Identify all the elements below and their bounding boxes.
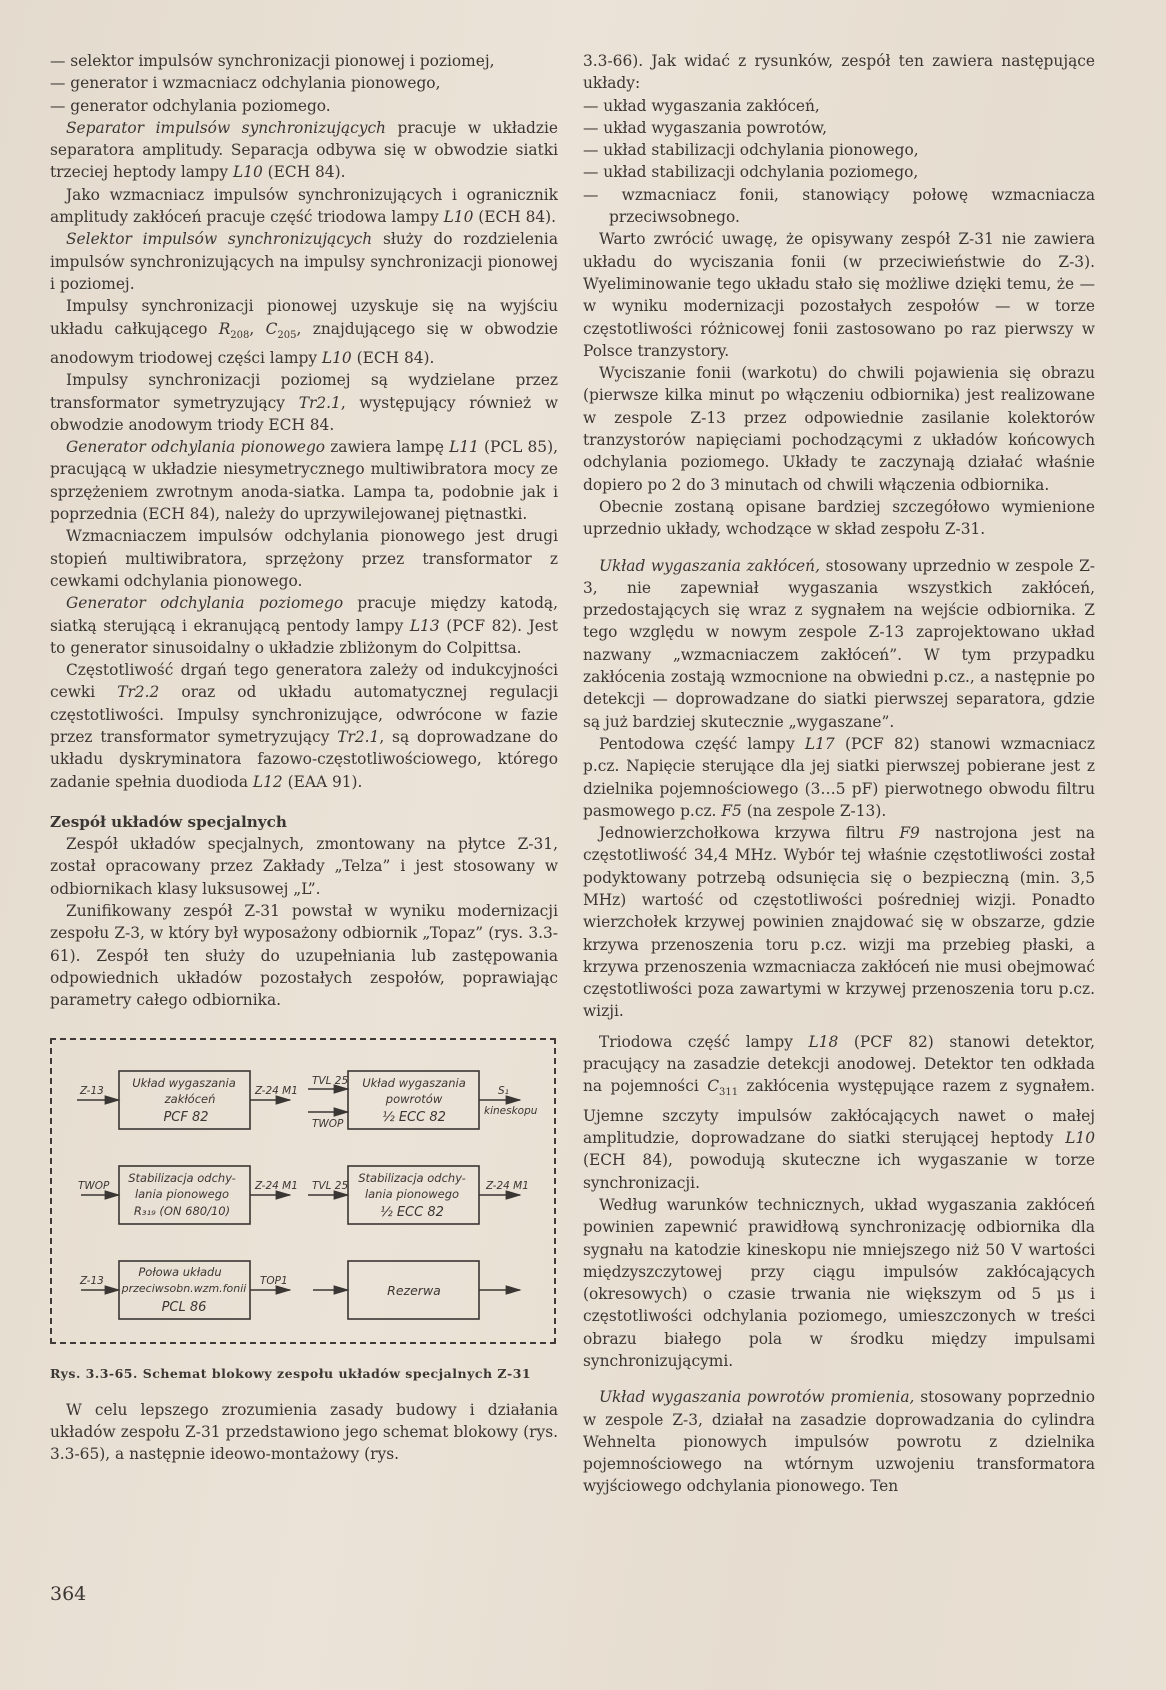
list-item: — układ stabilizacji odchylania pionowego, — [583, 141, 919, 160]
list-item: — układ wygaszania zakłóceń, — [583, 96, 820, 115]
signal-label: TVL 25 — [312, 1074, 349, 1087]
right-column — [583, 50, 1095, 1498]
svg-text:R₃₁₉ (ON 680/10): R₃₁₉ (ON 680/10) — [133, 1203, 231, 1218]
svg-text:zakłóceń: zakłóceń — [164, 1091, 216, 1106]
block-diagram-svg — [50, 1030, 558, 1355]
paragraph: Pentodowa część lampy L17 (PCF 82) stanowi wzmacniacz p.cz. Napięcie sterujące dla jej siatki pierwszej pobierane jest z dzielnika pojemnościowego (3…5 pF) pierwotnego obwodu filtru pasmowego p.cz. F5 (na zespole Z-13). — [583, 734, 1096, 820]
paragraph: Jako wzmacniacz impulsów synchronizujących i ogranicznik amplitudy zakłóceń pracuje część triodowa lampy L10 (ECH 84). — [50, 185, 558, 227]
paragraph: Warto zwrócić uwagę, że opisywany zespół Z-31 nie zawiera układu do wyciszania fonii (w przeciwieństwie do Z-3). Wyeliminowanie tego układu stało się możliwe dzięki temu, że — w wyniku modernizacji pozostałych zespołów — w torze częstotliwości różnicowej fonii zastosowano po raz pierwszy w Polsce tranzystory. — [583, 230, 1095, 360]
list-item: — generator odchylania poziomego. — [50, 96, 331, 115]
paragraph: Wyciszanie fonii (warkotu) do chwili pojawienia się obrazu (pierwsze kilka minut po włączeniu odbiornika) jest realizowane w zespole Z-13 przez odpowiednie zasilanie kolektorów tranzystorów napięciami pochodzącymi z układów końcowych odchylania poziomego. Układy te zaczynają działać właśnie dopiero po 2 do 3 minutach od chwili włączenia odbiornika. — [583, 364, 1095, 494]
left-column — [50, 50, 558, 1466]
paragraph: Jednowierzchołkowa krzywa filtru F9 nastrojona jest na częstotliwość 34,4 MHz. Wybór tej właśnie częstotliwości został podyktowany potrzebą odsunięcia się o bezpieczną (min. 3,5 MHz) wartość od częstotliwości pośredniej wizji. Ponadto wierzchołek krzywej powinien znajdować się w obszarze, gdzie krzywa przenoszenia toru p.cz. wizji ma przebieg płaski, a krzywa przenoszenia wzmacniacza zakłóceń nie musi obejmować częstotliwości poza zawartymi w krzywej przenoszenia toru p.cz. wizji. — [583, 824, 1095, 1021]
block-5-line-1: Połowa układu — [138, 1264, 222, 1279]
paragraph: Impulsy synchronizacji poziomej są wydzielane przez transformator symetryzujący Tr2.1, występujący również w obwodzie anodowym triody ECH 84. — [50, 371, 558, 434]
figure-caption: Rys. 3.3-65. Schemat blokowy zespołu układów specjalnych Z-31 — [50, 1365, 532, 1381]
block-1-line-1: Układ wygaszania — [132, 1075, 236, 1090]
svg-text:½ ECC 82: ½ ECC 82 — [380, 1204, 444, 1220]
list-item: — wzmacniacz fonii, stanowiący połowę wzmacniacza przeciwsobnego. — [583, 185, 1095, 227]
signal-label: S₁ — [498, 1084, 509, 1097]
paragraph: Układ wygaszania powrotów promienia, stosowany poprzednio w zespole Z-3, działał na zasadzie doprowadzania do cylindra Wehnelta pionowych impulsów powrotu z dzielnika pojemnościowego na wtórnym uzwojeniu transformatora wyjściowego odchylania pionowego. Ten — [583, 1388, 1095, 1496]
section-heading: Zespół układów specjalnych — [50, 812, 287, 831]
paragraph: 3.3-66). Jak widać z rysunków, zespół ten zawiera następujące układy: — [583, 52, 1095, 93]
block-2-line-1: Układ wygaszania — [362, 1075, 466, 1090]
svg-text:PCF 82: PCF 82 — [163, 1109, 209, 1125]
signal-label: Z-24 M1 — [255, 1179, 298, 1192]
svg-text:½ ECC 82: ½ ECC 82 — [382, 1109, 446, 1125]
paragraph: Triodowa część lampy L18 (PCF 82) stanowi detektor, pracujący na zasadzie detekcji anodowej. Detektor ten odkłada na pojemności $C_{311}$ zakłócenia występujące razem z sygnałem. Ujemne szczyty impulsów zakłócających nawet o małej amplitudzie, doprowadzane do siatki sterującej heptody L10 (ECH 84), powodują skuteczne ich wygaszanie w torze synchronizacji. — [583, 1032, 1095, 1192]
block-3-line-1: Stabilizacja odchy- — [128, 1170, 236, 1185]
list-item: — selektor impulsów synchronizacji pionowej i poziomej, — [50, 52, 495, 70]
paragraph: Zespół układów specjalnych, zmontowany na płytce Z-31, został opracowany przez Zakłady „Telza” i jest stosowany w odbiornikach klasy luksusowej „L”. — [50, 835, 558, 898]
paragraph: Wzmacniaczem impulsów odchylania pionowego jest drugi stopień multiwibratora, sprzężony przez transformator z cewkami odchylania pionowego. — [50, 527, 558, 590]
page-number: 364 — [50, 1583, 87, 1605]
svg-text:lania pionowego: lania pionowego — [134, 1186, 230, 1201]
signal-label: TWOP — [312, 1117, 344, 1130]
signal-label: Z-24 M1 — [255, 1084, 298, 1097]
paragraph: Zunifikowany zespół Z-31 powstał w wyniku modernizacji zespołu Z-3, w który był wyposażony odbiornik „Topaz” (rys. 3.3-61). Zespół ten służy do uzupełniania lub zastępowania odpowiednich układów pozostałych zespołów, poprawiając parametry całego odbiornika. — [50, 902, 558, 1010]
signal-label: Z-13 — [80, 1274, 104, 1287]
signal-label: TVL 25 — [312, 1179, 349, 1192]
paragraph: Generator odchylania poziomego pracuje między katodą, siatką sterującą i ekranującą pentody lampy L13 (PCF 82). Jest to generator sinusoidalny o układzie zbliżonym do Colpittsa. — [50, 594, 558, 657]
paragraph: Układ wygaszania zakłóceń, stosowany uprzednio w zespole Z-3, nie zapewniał wygaszania wszystkich zakłóceń, przedostających się wraz z sygnałem na wejście odbiornika. Z tego względu w nowym zespole Z-13 zaprojektowano układ nazwany „wzmacniaczem zakłóceń”. W tym przypadku zakłócenia zostają wzmocnione na obwiedni p.cz., a następnie po detekcji — doprowadzane do siatki pierwszej separatora, gdzie są już bardziej skutecznie „wygaszane”. — [583, 556, 1095, 731]
svg-text:przeciwsobn.wzm.fonii: przeciwsobn.wzm.fonii — [121, 1281, 247, 1295]
list-item: — generator i wzmacniacz odchylania pionowego, — [50, 74, 441, 93]
signal-label: Z-24 M1 — [486, 1179, 529, 1192]
block-diagram — [50, 1030, 558, 1355]
svg-text:powrotów: powrotów — [385, 1091, 443, 1106]
paragraph: W celu lepszego zrozumienia zasady budowy i działania układów zespołu Z-31 przedstawiono jego schemat blokowy (rys. 3.3-65), a następnie ideowo-montażowy (rys. — [50, 1400, 558, 1464]
block-4-line-1: Stabilizacja odchy- — [358, 1170, 466, 1185]
signal-label: kineskopu — [484, 1104, 538, 1117]
paragraph: Według warunków technicznych, układ wygaszania zakłóceń powinien zapewnić prawidłową synchronizację odbiornika dla sygnału na katodzie kineskopu nie mniejszego niż 50 V wartości międzyszczytowej przy ciągu impulsów zakłócających (okresowych) o czasie trwania nie większym od 5 µs i częstotliwości odchylania poziomego, umieszczonych w treści obrazu białego pola w środku między impulsami synchronizującymi. — [583, 1195, 1095, 1370]
signal-label: TOP1 — [260, 1274, 288, 1287]
paragraph: Częstotliwość drgań tego generatora zależy od indukcyjności cewki Tr2.2 oraz od układu automatycznej regulacji częstotliwości. Impulsy synchronizujące, odwrócone w fazie przez transformator symetryzujący Tr2.1, są doprowadzane do układu dyskryminatora fazowo-częstotliwościowego, którego zadanie spełnia duodioda L12 (EAA 91). — [50, 661, 558, 791]
paragraph: Generator odchylania pionowego zawiera lampę L11 (PCL 85), pracującą w układzie niesymetrycznego multiwibratora mocy ze sprzężeniem zwrotnym anoda-siatka. Lampa ta, podobnie jak i poprzednia (ECH 84), należy do uprzywilejowanej piętnastki. — [50, 438, 558, 524]
paragraph: Separator impulsów synchronizujących pracuje w układzie separatora amplitudy. Separacja odbywa się w obwodzie siatki trzeciej heptody lampy L10 (ECH 84). — [50, 118, 559, 182]
paragraph: Obecnie zostaną opisane bardziej szczegółowo wymienione uprzednio układy, wchodzące w skład zespołu Z-31. — [583, 497, 1095, 539]
signal-label: TWOP — [78, 1179, 110, 1192]
signal-label: Z-13 — [80, 1084, 104, 1097]
list-item: — układ stabilizacji odchylania poziomego, — [583, 163, 919, 182]
svg-text:PCL 86: PCL 86 — [161, 1299, 207, 1315]
block-6-reserve: Rezerwa — [387, 1282, 441, 1298]
paragraph: Selektor impulsów synchronizujących służy do rozdzielenia impulsów synchronizujących na impulsy synchronizacji pionowej i poziomej. — [50, 230, 558, 293]
svg-text:lania pionowego: lania pionowego — [364, 1186, 460, 1201]
paragraph: Impulsy synchronizacji pionowej uzyskuje się na wyjściu układu całkującego $R_{208}$, $C_{205}$, znajdującego się w obwodzie anodowym triodowej części lampy L10 (ECH 84). — [50, 297, 558, 367]
list-item: — układ wygaszania powrotów, — [583, 118, 828, 137]
